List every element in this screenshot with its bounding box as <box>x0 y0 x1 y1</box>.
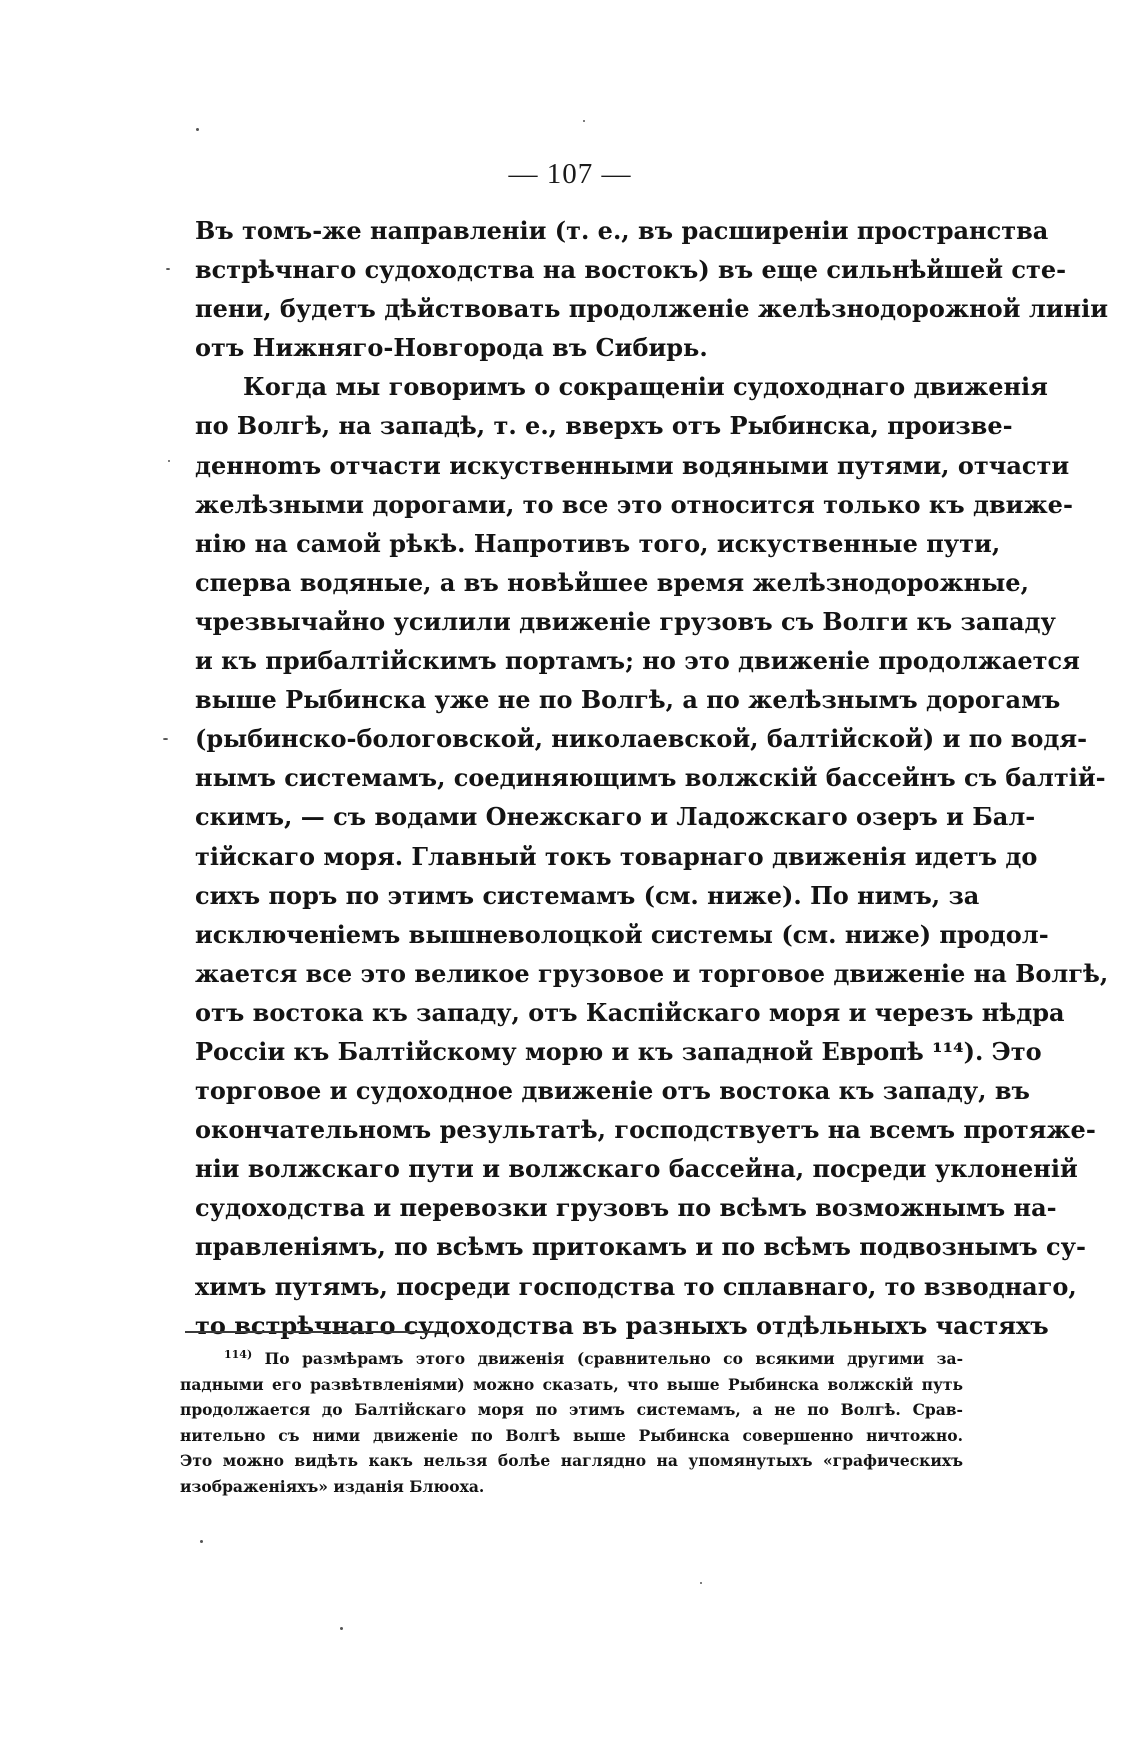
text-line: деннomъ отчасти искуственными водяными путями, отчасти <box>195 450 1070 480</box>
text-line: окончательномъ результатѣ, господствуетъ на всемъ протяже- <box>195 1115 1096 1145</box>
text-line: встрѣчнаго судоходства на востокъ) въ еще сильнѣйшей сте- <box>195 255 1067 285</box>
text-line: Когда мы говоримъ о сокращеніи судоходнаго движенія <box>243 372 1048 402</box>
text-line: Въ томъ-же направленіи (т. е., въ расширеніи пространства <box>195 216 1049 245</box>
footnote-line: изображеніяхъ» изданія Блюоха. <box>180 1476 485 1496</box>
page-number: — 107 — <box>508 158 632 190</box>
footnote-line <box>180 1346 963 1372</box>
scan-speck <box>340 1627 343 1630</box>
text-line: то встрѣчнаго судоходства въ разныхъ отдѣльныхъ частяхъ <box>195 1310 1049 1340</box>
text-line: нымъ системамъ, соединяющимъ волжскій бассейнъ съ балтій- <box>195 763 1106 793</box>
footnote-line: Это можно видѣть какъ нельзя болѣе наглядно на упомянутыхъ «графическихъ <box>180 1451 963 1471</box>
footnote <box>180 1346 963 1500</box>
scan-speck <box>163 738 168 740</box>
scan-speck <box>200 1540 203 1543</box>
text-line: ніи волжскаго пути и волжскаго бассейна, посреди уклоненій <box>195 1154 1078 1184</box>
text-line: торговое и судоходное движеніе отъ востока къ западу, въ <box>195 1076 1030 1106</box>
footnote-divider <box>185 1331 441 1333</box>
scan-speck <box>168 460 170 462</box>
scan-speck <box>166 268 170 270</box>
footnote-line: нительно съ ними движеніе по Волгѣ выше Рыбинска совершенно ничтожно. <box>180 1425 963 1445</box>
footnote-line-text: По размѣрамъ этого движенія (сравнительно со всякими другими за- <box>264 1349 964 1368</box>
text-line: судоходства и перевозки грузовъ по всѣмъ возможнымъ на- <box>195 1193 1057 1223</box>
text-line: исключеніемъ вышневолоцкой системы (см. ниже) продол- <box>195 919 1049 949</box>
scan-speck <box>700 1582 702 1584</box>
text-line: отъ Нижняго-Новгорода въ Сибирь. <box>195 333 708 363</box>
text-line: (рыбинско-бологовской, николаевской, балтійской) и по водя- <box>195 724 1088 754</box>
text-line: чрезвычайно усилили движеніе грузовъ съ Волги къ западу <box>195 606 1056 636</box>
body-text <box>195 211 1109 1345</box>
footnote-line: падными его развѣтвленіями) можно сказать, что выше Рыбинска волжскій путь <box>180 1374 963 1394</box>
text-line: химъ путямъ, посреди господства то сплавнаго, то взводнаго, <box>195 1271 1077 1301</box>
scan-speck <box>583 120 585 122</box>
footnote-marker: 114) <box>224 1347 253 1361</box>
scan-speck <box>196 128 199 131</box>
footnote-line: продолжается до Балтійскаго моря по этимъ системамъ, а не по Волгѣ. Срав- <box>180 1400 963 1420</box>
text-line: желѣзными дорогами, то все это относится только къ движе- <box>195 489 1073 519</box>
text-line: сперва водяные, а въ новѣйшее время желѣзнодорожные, <box>195 567 1029 597</box>
text-line: отъ востока къ западу, отъ Каспійскаго моря и черезъ нѣдра <box>195 997 1065 1027</box>
text-line: скимъ, — съ водами Онежскаго и Ладожскаго озеръ и Бал- <box>195 802 1036 832</box>
text-line: правленіямъ, по всѣмъ притокамъ и по всѣмъ подвознымъ су- <box>195 1232 1086 1262</box>
text-line: сихъ поръ по этимъ системамъ (см. ниже). По нимъ, за <box>195 880 980 910</box>
text-line: жается все это великое грузовое и торговое движеніе на Волгѣ, <box>195 958 1109 988</box>
text-line: Россіи къ Балтійскому морю и къ западной Европѣ ¹¹⁴). Это <box>195 1036 1042 1066</box>
text-line: нію на самой рѣкѣ. Напротивъ того, искуственные пути, <box>195 528 1001 558</box>
text-line: выше Рыбинска уже не по Волгѣ, а по желѣзнымъ дорогамъ <box>195 685 1061 715</box>
text-line: тійскаго моря. Главный токъ товарнаго движенія идетъ до <box>195 841 1038 871</box>
text-line: пени, будетъ дѣйствовать продолженіе желѣзнодорожной линіи <box>195 294 1109 324</box>
text-line: по Волгѣ, на западѣ, т. е., вверхъ отъ Рыбинска, произве- <box>195 411 1013 441</box>
text-line: и къ прибалтійскимъ портамъ; но это движеніе продолжается <box>195 646 1080 676</box>
